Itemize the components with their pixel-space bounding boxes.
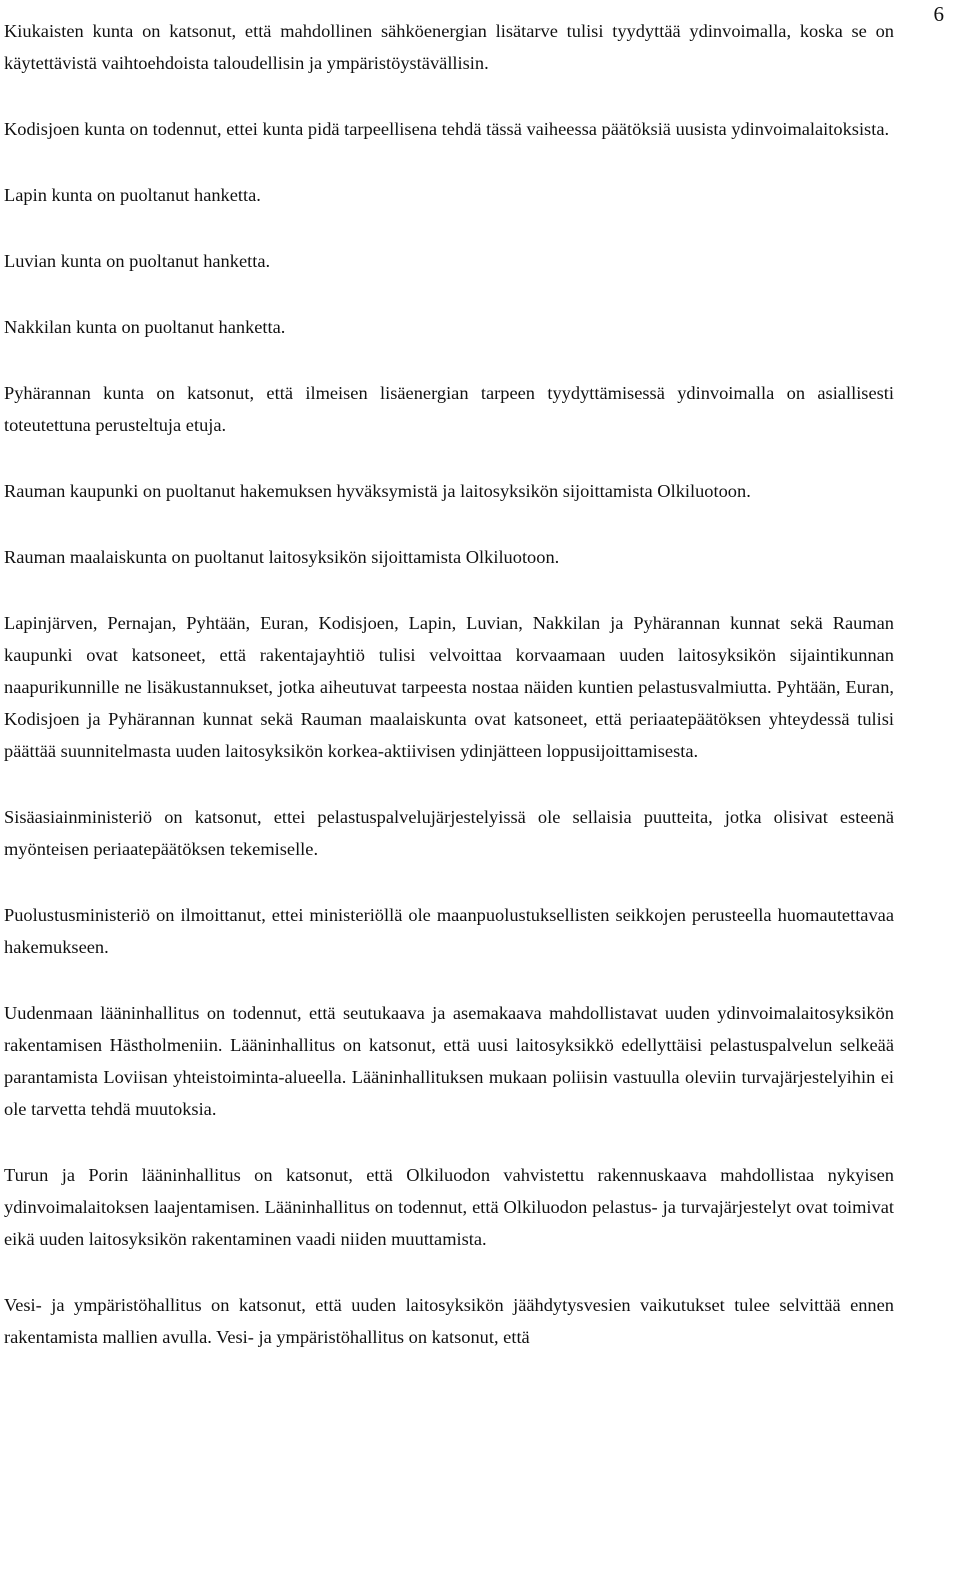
paragraph-defence-ministry: Puolustusministeriö on ilmoittanut, ettei ministeriöllä ole maanpuolustuksellisten seikkojen perusteella huomautettavaa hakemukseen. [4,905,894,957]
paragraph-interior-ministry: Sisäasiainministeriö on katsonut, ettei pelastuspalvelujärjestelyissä ole sellaisia puutteita, jotka olisivat esteenä myönteisen periaatepäätöksen tekemiselle. [4,807,894,859]
paragraph-uusimaa-provincial: Uudenmaan lääninhallitus on todennut, että seutukaava ja asemakaava mahdollistavat uuden ydinvoimalaitosyksikön rakentamisen Hästholmeniin. Lääninhallitus on katsonut, että uusi laitosyksikkö edellyttäisi pelastuspalvelun selkeää parantamista Loviisan yhteistoiminta-alueella. Lääninhallituksen mukaan poliisin vastuulla oleviin turvajärjestelyihin ei ole tarvetta tehdä muutoksia. [4,1003,894,1119]
paragraph-kiukainen: Kiukaisten kunta on katsonut, että mahdollinen sähköenergian lisätarve tulisi tyydyttää ydinvoimalla, koska se on käytettävistä vaihtoehdoista taloudellisin ja ympäristöystävällisin. [4,21,894,73]
document-body [4,15,894,1353]
paragraph-water-environment: Vesi- ja ympäristöhallitus on katsonut, että uuden laitosyksikön jäähdytysvesien vaikutukset tulee selvittää ennen rakentamista mallien avulla. Vesi- ja ympäristöhallitus on katsonut, että [4,1295,894,1347]
paragraph-luvia: Luvian kunta on puoltanut hanketta. [4,251,271,271]
page-number: 6 [933,2,944,26]
paragraph-municipalities-joint: Lapinjärven, Pernajan, Pyhtään, Euran, Kodisjoen, Lapin, Luvian, Nakkilan ja Pyhärannan kunnat sekä Rauman kaupunki ovat katsoneet, että rakentajayhtiö tulisi velvoittaa korvaamaan uuden laitosyksikön sijaintikunnan naapurikunnille ne lisäkustannukset, jotka aiheutuvat tarpeesta nostaa näiden kuntien pelastusvalmiutta. Pyhtään, Euran, Kodisjoen ja Pyhärannan kunnat sekä Rauman maalaiskunta ovat katsoneet, että periaatepäätöksen yhteydessä tulisi päättää suunnitelmasta uuden laitosyksikön korkea-aktiivisen ydinjätteen loppusijoittamisesta. [4,613,894,761]
paragraph-rauma-rural: Rauman maalaiskunta on puoltanut laitosyksikön sijoittamista Olkiluotoon. [4,547,560,567]
paragraph-turku-pori-provincial: Turun ja Porin lääninhallitus on katsonut, että Olkiluodon vahvistettu rakennuskaava mahdollistaa nykyisen ydinvoimalaitoksen laajentamisen. Lääninhallitus on todennut, että Olkiluodon pelastus- ja turvajärjestelyt ovat toimivat eikä uuden laitosyksikön rakentaminen vaadi niiden muuttamista. [4,1165,894,1249]
paragraph-lappi: Lapin kunta on puoltanut hanketta. [4,185,261,205]
paragraph-pyharanta: Pyhärannan kunta on katsonut, että ilmeisen lisäenergian tarpeen tyydyttämisessä ydinvoimalla on asiallisesti toteutettuna perusteltuja etuja. [4,383,894,435]
paragraph-rauma-city: Rauman kaupunki on puoltanut hakemuksen hyväksymistä ja laitosyksikön sijoittamista Olkiluotoon. [4,481,751,501]
paragraph-nakkila: Nakkilan kunta on puoltanut hanketta. [4,317,286,337]
paragraph-kodisjoki: Kodisjoen kunta on todennut, ettei kunta pidä tarpeellisena tehdä tässä vaiheessa päätöksiä uusista ydinvoimalaitoksista. [4,119,890,139]
